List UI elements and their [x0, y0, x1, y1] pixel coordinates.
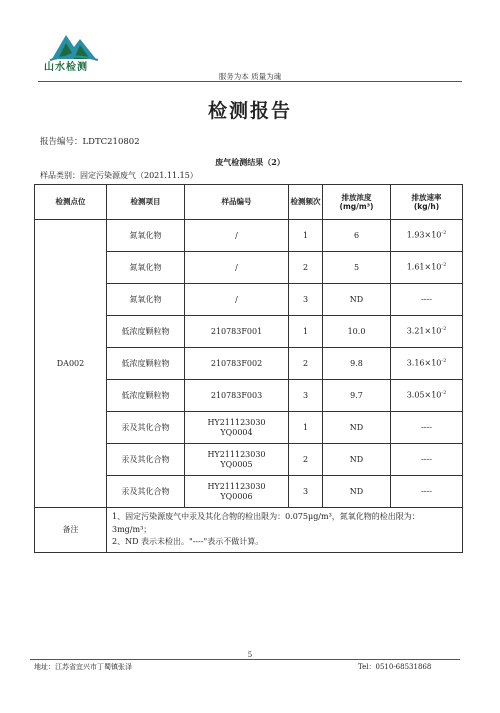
sample-type-value: 固定污染源废气（2021.11.15）: [80, 171, 198, 180]
header-concentration: 排放浓度 (mg/m³): [323, 185, 391, 220]
concentration-cell: 6: [323, 220, 391, 252]
sample-no-cell: 210783F001: [185, 316, 289, 348]
frequency-cell: 2: [289, 252, 323, 284]
frequency-cell: 1: [289, 316, 323, 348]
logo-text: 山水检测: [44, 62, 88, 73]
notes-label: 备注: [35, 508, 107, 553]
rate-cell: $1.93\times 10^{-2}$: [391, 220, 463, 252]
rate-cell: ----: [391, 284, 463, 316]
item-cell: 氮氧化物: [107, 252, 185, 284]
concentration-cell: ND: [323, 444, 391, 476]
header-frequency: 检测频次: [289, 185, 323, 220]
table-header-row: [35, 185, 463, 220]
sample-no-cell: HY211123030 YQ0006: [185, 476, 289, 508]
notes-row: [35, 508, 463, 553]
header-point: 检测点位: [35, 185, 107, 220]
sample-no-cell: 210783F002: [185, 348, 289, 380]
sample-no-cell: /: [185, 284, 289, 316]
frequency-cell: 3: [289, 380, 323, 412]
rate-cell: $3.16\times 10^{-2}$: [391, 348, 463, 380]
item-cell: 汞及其化合物: [107, 412, 185, 444]
item-cell: 汞及其化合物: [107, 476, 185, 508]
concentration-cell: 9.8: [323, 348, 391, 380]
report-number-label: 报告编号：: [40, 137, 83, 147]
sample-no-cell: HY211123030 YQ0004: [185, 412, 289, 444]
footer-tel: Tel：0510-68531868: [358, 663, 432, 671]
point-cell: DA002: [35, 220, 107, 508]
item-cell: 低浓度颗粒物: [107, 348, 185, 380]
header-sample-no: 样品编号: [185, 185, 289, 220]
report-number: [40, 135, 140, 147]
concentration-cell: ND: [323, 284, 391, 316]
report-title: 检测报告: [207, 100, 292, 122]
frequency-cell: 1: [289, 220, 323, 252]
sample-no-cell: /: [185, 220, 289, 252]
concentration-cell: 10.0: [323, 316, 391, 348]
rate-cell: $3.05\times 10^{-2}$: [391, 380, 463, 412]
sample-type: [40, 170, 198, 181]
page-number: 5: [247, 651, 253, 659]
results-table: [34, 184, 463, 553]
header-divider: [38, 81, 462, 82]
frequency-cell: 3: [289, 284, 323, 316]
table-row: [35, 220, 463, 252]
concentration-cell: ND: [323, 476, 391, 508]
concentration-cell: 5: [323, 252, 391, 284]
note-2: 2、ND 表示未检出。"----"表示不做计算。: [112, 537, 264, 547]
footer-divider: [30, 659, 460, 660]
rate-cell: $3.21\times 10^{-2}$: [391, 316, 463, 348]
sample-type-label: 样品类别：: [40, 171, 80, 180]
slogan: 服务为本 质量为魂: [218, 72, 282, 81]
rate-cell: ----: [391, 444, 463, 476]
note-1: 1、固定污染源废气中汞及其化合物的检出限为：0.075μg/m³，氮氧化物的检出限为：3mg/m³；: [112, 512, 420, 534]
item-cell: 氮氧化物: [107, 220, 185, 252]
sample-no-cell: /: [185, 252, 289, 284]
rate-cell: ----: [391, 412, 463, 444]
sample-no-cell: HY211123030 YQ0005: [185, 444, 289, 476]
footer-address: 地址：江苏省宜兴市丁蜀镇张泽: [34, 663, 132, 671]
item-cell: 汞及其化合物: [107, 444, 185, 476]
frequency-cell: 1: [289, 412, 323, 444]
item-cell: 氮氧化物: [107, 284, 185, 316]
concentration-cell: 9.7: [323, 380, 391, 412]
frequency-cell: 2: [289, 348, 323, 380]
rate-cell: $1.61\times 10^{-2}$: [391, 252, 463, 284]
notes-content: [107, 508, 463, 553]
item-cell: 低浓度颗粒物: [107, 380, 185, 412]
rate-cell: ----: [391, 476, 463, 508]
report-number-value: LDTC210802: [82, 137, 140, 147]
header-item: 检测项目: [107, 185, 185, 220]
header-rate: 排放速率 (kg/h): [391, 185, 463, 220]
sample-no-cell: 210783F003: [185, 380, 289, 412]
item-cell: 低浓度颗粒物: [107, 316, 185, 348]
concentration-cell: ND: [323, 412, 391, 444]
section-title: 废气检测结果（2）: [215, 157, 285, 167]
frequency-cell: 2: [289, 444, 323, 476]
frequency-cell: 3: [289, 476, 323, 508]
